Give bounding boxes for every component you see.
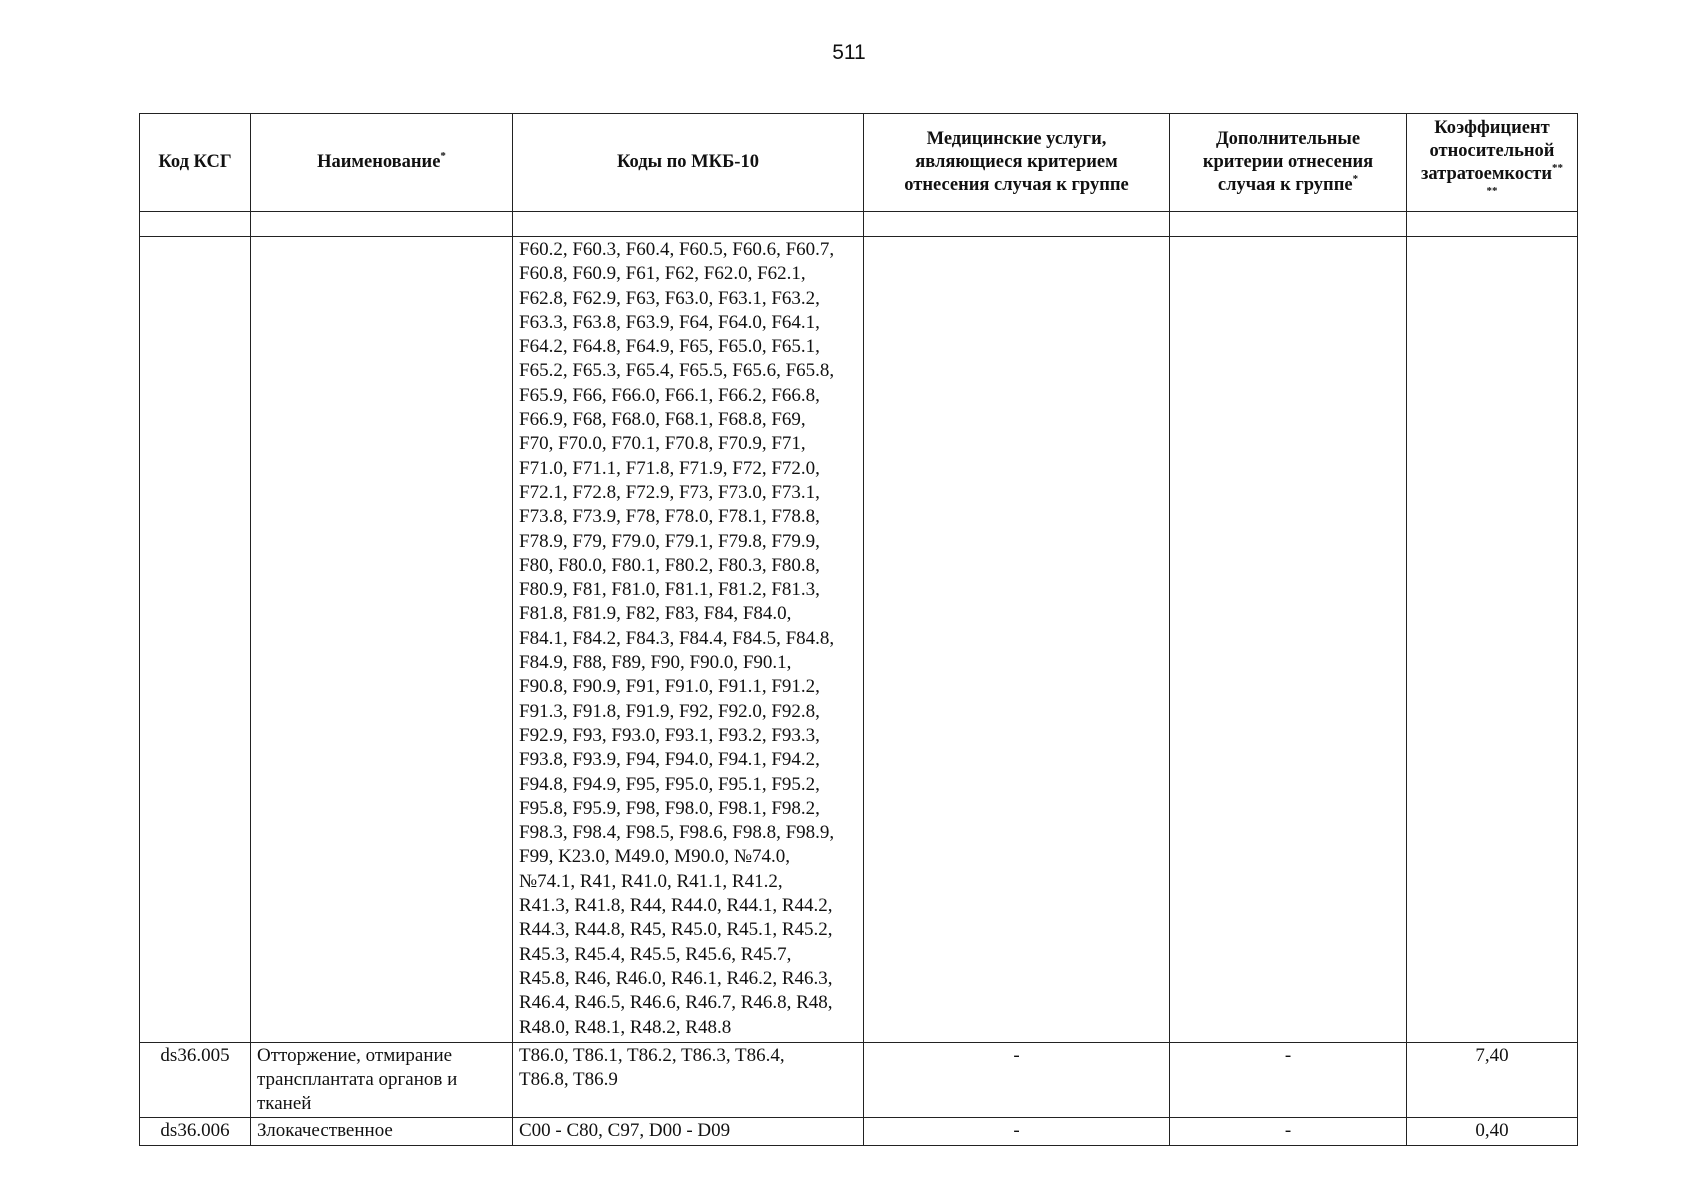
header-row [140,114,1578,212]
text-line: F91.3, F91.8, F91.9, F92, F92.0, F92.8, [519,700,820,722]
text-line: F60.2, F60.3, F60.4, F60.5, F60.6, F60.7, [519,239,835,260]
spacer-row [140,212,1578,237]
ksg-code: ds36.005 [140,1042,251,1117]
continuation-row [140,237,1578,1043]
text-line: R45.3, R45.4, R45.5, R45.6, R45.7, [519,943,792,965]
text-line: F93.8, F93.9, F94, F94.0, F94.1, F94.2, [519,749,820,771]
page-number: 511 [832,41,866,64]
text-line: F92.9, F93, F93.0, F93.1, F93.2, F93.3, [519,724,820,746]
text-line: F99, K23.0, M49.0, M90.0, №74.0, [519,846,790,868]
text-line: F63.3, F63.8, F63.9, F64, F64.0, F64.1, [519,311,820,333]
text-line: T86.0, T86.1, T86.2, T86.3, T86.4, [519,1044,785,1066]
text-line: F81.8, F81.9, F82, F83, F84, F84.0, [519,603,792,625]
text-line: F64.2, F64.8, F64.9, F65, F65.0, F65.1, [519,336,820,358]
services-cell [864,237,1170,1043]
text-line: Злокачественное [257,1119,393,1141]
services-value: - [864,1042,1170,1117]
services-value: - [864,1117,1170,1145]
text-line: F80, F80.0, F80.1, F80.2, F80.3, F80.8, [519,554,820,576]
text-line: R44.3, R44.8, R45, R45.0, R45.1, R45.2, [519,919,833,941]
text-line: F66.9, F68, F68.0, F68.1, F68.8, F69, [519,409,806,431]
text-line: F84.9, F88, F89, F90, F90.0, F90.1, [519,652,792,674]
text-line: тканей [257,1093,312,1115]
empty-cell [251,212,513,237]
table-row [140,1042,1578,1117]
text-line: C00 - C80, C97, D00 - D09 [519,1119,731,1141]
icd-codes-cell [513,1042,864,1117]
text-line: Отторжение, отмирание [257,1044,453,1066]
empty-cell [1170,212,1407,237]
code-cell [140,237,251,1043]
coef-value: 0,40 [1407,1117,1578,1145]
header-coef: Коэффициент относительной затратоемкости** ** [1407,114,1578,212]
ksg-code: ds36.006 [140,1117,251,1145]
empty-cell [513,212,864,237]
icd-codes-cell [513,237,864,1043]
header-code: Код КСГ [140,114,251,212]
text-line: F70, F70.0, F70.1, F70.8, F70.9, F71, [519,433,806,455]
text-line: T86.8, T86.9 [519,1069,618,1091]
text-line: F84.1, F84.2, F84.3, F84.4, F84.5, F84.8, [519,627,835,649]
table-row [140,1117,1578,1145]
criteria-value: - [1170,1117,1407,1145]
coef-value: 7,40 [1407,1042,1578,1117]
coef-cell [1407,237,1578,1043]
header-name: Наименование* [251,114,513,212]
text-line: трансплантата органов и [257,1069,458,1091]
criteria-value: - [1170,1042,1407,1117]
text-line: F80.9, F81, F81.0, F81.1, F81.2, F81.3, [519,579,820,601]
text-line: F71.0, F71.1, F71.8, F71.9, F72, F72.0, [519,457,820,479]
text-line: F78.9, F79, F79.0, F79.1, F79.8, F79.9, [519,530,820,552]
empty-cell [140,212,251,237]
ksg-table [139,113,1578,1146]
text-line: F73.8, F73.9, F78, F78.0, F78.1, F78.8, [519,506,820,528]
text-line: F94.8, F94.9, F95, F95.0, F95.1, F95.2, [519,773,820,795]
header-icd: Коды по МКБ-10 [513,114,864,212]
empty-cell [864,212,1170,237]
ksg-name [251,1042,513,1117]
text-line: F90.8, F90.9, F91, F91.0, F91.1, F91.2, [519,676,820,698]
text-line: R48.0, R48.1, R48.2, R48.8 [519,1016,732,1038]
text-line: F98.3, F98.4, F98.5, F98.6, F98.8, F98.9, [519,822,835,844]
text-line: R41.3, R41.8, R44, R44.0, R44.1, R44.2, [519,895,833,917]
header-services: Медицинские услуги, являющиеся критерием отнесения случая к группе [864,114,1170,212]
text-line: F72.1, F72.8, F72.9, F73, F73.0, F73.1, [519,481,820,503]
icd-codes-cell [513,1117,864,1145]
text-line: F60.8, F60.9, F61, F62, F62.0, F62.1, [519,263,806,285]
ksg-name [251,1117,513,1145]
text-line: F65.2, F65.3, F65.4, F65.5, F65.6, F65.8, [519,360,835,382]
name-cell [251,237,513,1043]
criteria-cell [1170,237,1407,1043]
header-criteria: Дополнительные критерии отнесения случая к группе* [1170,114,1407,212]
text-line: F62.8, F62.9, F63, F63.0, F63.1, F63.2, [519,287,820,309]
text-line: R45.8, R46, R46.0, R46.1, R46.2, R46.3, [519,967,833,989]
text-line: R46.4, R46.5, R46.6, R46.7, R46.8, R48, [519,992,833,1014]
empty-cell [1407,212,1578,237]
text-line: F65.9, F66, F66.0, F66.1, F66.2, F66.8, [519,384,820,406]
text-line: №74.1, R41, R41.0, R41.1, R41.2, [519,870,783,892]
text-line: F95.8, F95.9, F98, F98.0, F98.1, F98.2, [519,797,820,819]
